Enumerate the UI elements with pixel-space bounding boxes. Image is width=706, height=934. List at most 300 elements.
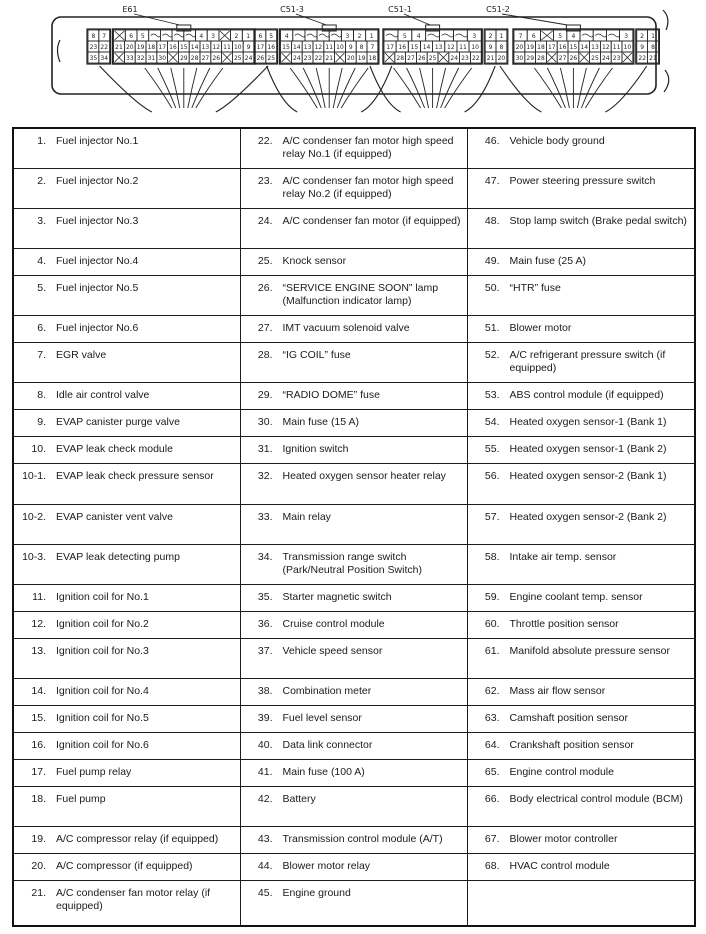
component-description: Ignition coil for No.4 xyxy=(56,684,149,697)
table-row xyxy=(13,409,695,436)
pin-number: 11 xyxy=(612,44,621,51)
pin-number: 17 xyxy=(256,44,265,51)
pin-number: 22 xyxy=(100,44,109,51)
component-number: 3. xyxy=(37,214,46,227)
component-cell-6 xyxy=(13,315,240,342)
component-description: Engine control module xyxy=(509,765,614,778)
component-description: Ignition coil for No.5 xyxy=(56,711,149,724)
pin-number: 18 xyxy=(368,55,377,62)
component-description: Fuel level sensor xyxy=(282,711,362,724)
component-number: 29. xyxy=(257,388,273,401)
component-description: Heated oxygen sensor-2 (Bank 1) xyxy=(509,469,667,482)
component-cell-1 xyxy=(13,128,240,168)
connector-label: C51-2 xyxy=(486,5,510,14)
pin-number: 23 xyxy=(89,44,98,51)
wire-squiggle xyxy=(442,34,454,37)
component-description: Vehicle speed sensor xyxy=(282,644,383,657)
component-number: 62. xyxy=(484,684,500,697)
wire-squiggle xyxy=(331,34,341,37)
component-cell-45 xyxy=(240,880,467,926)
component-number: 67. xyxy=(484,832,500,845)
component-cell-18 xyxy=(13,786,240,826)
table-row xyxy=(13,611,695,638)
table-row xyxy=(13,315,695,342)
pin-number: 11 xyxy=(325,44,334,51)
funnel-curve xyxy=(465,66,496,112)
component-number: 57. xyxy=(484,510,500,523)
pin-number: 7 xyxy=(518,33,523,40)
pin-number: 1 xyxy=(246,33,251,40)
pin-number: 22 xyxy=(314,55,323,62)
table-row xyxy=(13,436,695,463)
component-cell-59 xyxy=(467,584,695,611)
pin-number: 10 xyxy=(233,44,242,51)
component-description: Engine coolant temp. sensor xyxy=(509,590,643,603)
component-cell-51 xyxy=(467,315,695,342)
component-number: 11. xyxy=(32,590,46,603)
component-cell-22 xyxy=(240,128,467,168)
component-cell-61 xyxy=(467,638,695,678)
table-row xyxy=(13,382,695,409)
pin-number: 14 xyxy=(422,44,431,51)
pin-number: 6 xyxy=(258,33,263,40)
pin-number: 2 xyxy=(488,33,493,40)
pin-number: 16 xyxy=(398,44,407,51)
component-cell-16 xyxy=(13,732,240,759)
pin-number: 21 xyxy=(325,55,334,62)
component-cell-58 xyxy=(467,544,695,584)
component-description: Vehicle body ground xyxy=(509,135,605,147)
component-cell-10 xyxy=(13,436,240,463)
component-cell-68 xyxy=(467,853,695,880)
component-description: Mass air flow sensor xyxy=(509,684,606,697)
component-cell-10-3 xyxy=(13,544,240,584)
table-row xyxy=(13,463,695,504)
label-leader-line xyxy=(404,14,433,26)
component-number: 13. xyxy=(31,644,46,657)
wire-squiggle xyxy=(608,34,619,37)
component-number: 63. xyxy=(484,711,500,724)
pin-number: 25 xyxy=(267,55,276,62)
pin-number: 25 xyxy=(591,55,599,62)
connector-block-C51-2 xyxy=(486,5,659,112)
component-cell-8 xyxy=(13,382,240,409)
pin-cell xyxy=(172,30,184,41)
pin-number: 5 xyxy=(558,33,563,40)
component-description: Ignition coil for No.6 xyxy=(56,738,149,751)
component-description: Main fuse (100 A) xyxy=(282,765,365,778)
component-cell-56 xyxy=(467,463,695,504)
pin-number: 19 xyxy=(357,55,366,62)
pin-number: 3 xyxy=(472,33,477,40)
component-number: 49. xyxy=(484,254,500,267)
component-description: IMT vacuum solenoid valve xyxy=(282,321,410,334)
funnel-curve xyxy=(100,66,152,112)
connector-block-C51-1 xyxy=(370,5,508,112)
wire-squiggle xyxy=(307,34,317,37)
pin-number: 28 xyxy=(396,55,405,62)
component-cell-46 xyxy=(467,128,695,168)
component-description: Fuel injector No.6 xyxy=(56,321,139,334)
pin-number: 27 xyxy=(407,55,415,62)
component-description: Ignition coil for No.3 xyxy=(56,644,149,657)
pin-number: 28 xyxy=(190,55,199,62)
component-cell-28 xyxy=(240,342,467,382)
component-description: EVAP leak check module xyxy=(56,442,173,455)
component-description: A/C condenser fan motor high speed relay No.2 (if equipped) xyxy=(282,174,454,200)
pin-number: 26 xyxy=(212,55,221,62)
component-number: 30. xyxy=(257,415,273,428)
component-description: Fuel injector No.5 xyxy=(56,281,139,294)
table-row xyxy=(13,853,695,880)
wire-squiggle xyxy=(455,34,467,37)
funnel-curve xyxy=(216,66,268,112)
component-number: 32. xyxy=(257,469,273,482)
wire-squiggle xyxy=(582,34,593,37)
pin-number: 4 xyxy=(416,33,421,40)
connector-diagram-svg xyxy=(0,0,706,124)
component-description: A/C condenser fan motor (if equipped) xyxy=(282,214,461,227)
component-number: 20. xyxy=(31,859,46,872)
component-number: 45. xyxy=(257,886,273,899)
component-cell-38 xyxy=(240,678,467,705)
component-description: Ignition coil for No.1 xyxy=(56,590,149,603)
pin-number: 5 xyxy=(140,33,145,40)
component-number: 17. xyxy=(31,765,46,778)
component-cell-29 xyxy=(240,382,467,409)
component-number: 25. xyxy=(257,254,273,267)
component-description: A/C condenser fan motor high speed relay No.1 (if equipped) xyxy=(282,135,454,160)
component-cell-34 xyxy=(240,544,467,584)
pin-number: 13 xyxy=(591,44,599,51)
table-row xyxy=(13,678,695,705)
component-description: HVAC control module xyxy=(509,859,610,872)
component-description: Ignition switch xyxy=(282,442,349,455)
pin-number: 10 xyxy=(336,44,344,51)
component-number: 64. xyxy=(484,738,500,751)
component-number: 7. xyxy=(37,348,46,361)
component-number: 52. xyxy=(484,348,500,361)
pin-number: 33 xyxy=(125,55,134,62)
wire-squiggle xyxy=(295,34,305,37)
component-number: 58. xyxy=(484,550,500,563)
component-cell-25 xyxy=(240,248,467,275)
component-number: 31. xyxy=(257,442,273,455)
component-cell-66 xyxy=(467,786,695,826)
component-description: Battery xyxy=(282,792,316,805)
label-leader-line xyxy=(134,14,184,26)
component-description: Engine ground xyxy=(282,886,351,899)
pin-number: 4 xyxy=(571,33,576,40)
pin-number: 35 xyxy=(89,55,98,62)
component-cell-36 xyxy=(240,611,467,638)
component-number: 53. xyxy=(484,388,500,401)
wire-squiggle xyxy=(174,34,184,37)
break-mark xyxy=(664,70,669,92)
component-number: 38. xyxy=(257,684,273,697)
component-cell-40 xyxy=(240,732,467,759)
component-description: ABS control module (if equipped) xyxy=(509,388,664,401)
component-cell-37 xyxy=(240,638,467,678)
wire-squiggle xyxy=(386,34,398,37)
component-description: Blower motor xyxy=(509,321,572,334)
component-description: Camshaft position sensor xyxy=(509,711,628,724)
component-description: A/C refrigerant pressure switch (if equipped) xyxy=(509,348,666,374)
pin-number: 20 xyxy=(515,44,524,51)
pin-number: 13 xyxy=(303,44,312,51)
pin-number: 15 xyxy=(179,44,188,51)
component-cell-48 xyxy=(467,208,695,248)
pin-number: 19 xyxy=(526,44,535,51)
component-cell-30 xyxy=(240,409,467,436)
component-cell-5 xyxy=(13,275,240,315)
component-description: “SERVICE ENGINE SOON” lamp (Malfunction indicator lamp) xyxy=(282,281,439,307)
table-row xyxy=(13,705,695,732)
component-cell-13 xyxy=(13,638,240,678)
pin-number: 1 xyxy=(651,33,655,40)
pin-number: 15 xyxy=(282,44,290,51)
pin-number: 19 xyxy=(136,44,145,51)
component-number: 48. xyxy=(484,214,500,227)
pin-number: 12 xyxy=(447,44,455,51)
component-cell-23 xyxy=(240,168,467,208)
pin-number: 3 xyxy=(624,33,629,40)
pin-number: 6 xyxy=(531,33,536,40)
component-number: 15. xyxy=(31,711,46,724)
component-cell-32 xyxy=(240,463,467,504)
table-row xyxy=(13,826,695,853)
pin-number: 13 xyxy=(434,44,443,51)
component-cell-24 xyxy=(240,208,467,248)
component-number: 55. xyxy=(484,442,500,455)
wire-squiggle xyxy=(151,34,161,37)
table-row xyxy=(13,732,695,759)
connector-label: C51-1 xyxy=(388,5,412,14)
component-cell-47 xyxy=(467,168,695,208)
pin-number: 22 xyxy=(471,55,480,62)
pin-number: 9 xyxy=(488,44,493,51)
pin-cell xyxy=(580,30,593,41)
component-description: A/C condenser fan motor relay (if equipped) xyxy=(56,886,211,912)
pin-number: 24 xyxy=(450,55,459,62)
component-cell-3 xyxy=(13,208,240,248)
label-leader-line xyxy=(502,14,573,26)
component-number: 47. xyxy=(484,174,500,187)
pin-number: 1 xyxy=(369,33,374,40)
component-description: EVAP canister purge valve xyxy=(56,415,180,428)
connector-block-E61 xyxy=(87,5,268,112)
pin-number: 17 xyxy=(158,44,167,51)
component-cell-7 xyxy=(13,342,240,382)
component-number: 24. xyxy=(257,214,273,227)
component-cell-17 xyxy=(13,759,240,786)
component-number: 8. xyxy=(37,388,46,401)
component-description: Blower motor controller xyxy=(509,832,618,845)
pin-number: 25 xyxy=(428,55,437,62)
table-row xyxy=(13,759,695,786)
pin-number: 26 xyxy=(256,55,265,62)
pin-number: 6 xyxy=(129,33,134,40)
component-description: Combination meter xyxy=(282,684,372,697)
pin-number: 13 xyxy=(201,44,210,51)
component-cell-31 xyxy=(240,436,467,463)
pin-number: 12 xyxy=(601,44,610,51)
pin-number: 28 xyxy=(537,55,545,62)
component-number: 4. xyxy=(37,254,46,267)
component-cell-67 xyxy=(467,826,695,853)
component-cell-11 xyxy=(13,584,240,611)
break-mark xyxy=(663,10,668,30)
component-description: “HTR” fuse xyxy=(509,281,561,294)
component-number: 36. xyxy=(257,617,273,630)
wire-fanout xyxy=(100,66,268,112)
label-leader-line xyxy=(296,14,329,26)
component-description: Power steering pressure switch xyxy=(509,174,656,187)
component-description: Main relay xyxy=(282,510,331,523)
pin-number: 20 xyxy=(346,55,355,62)
component-number: 22. xyxy=(257,135,273,147)
pin-number: 20 xyxy=(497,55,506,62)
pin-number: 31 xyxy=(147,55,156,62)
component-description: Fuel pump relay xyxy=(56,765,132,778)
pin-number: 30 xyxy=(158,55,167,62)
pin-cell xyxy=(317,30,329,41)
pin-number: 3 xyxy=(211,33,215,40)
component-number: 14. xyxy=(31,684,46,697)
component-number: 68. xyxy=(484,859,500,872)
pin-number: 15 xyxy=(410,44,419,51)
pin-number: 22 xyxy=(638,55,647,62)
component-cell-9 xyxy=(13,409,240,436)
table-row xyxy=(13,342,695,382)
pin-cell xyxy=(293,30,305,41)
pin-number: 14 xyxy=(580,44,589,51)
pin-number: 7 xyxy=(370,44,375,51)
component-description: Heated oxygen sensor heater relay xyxy=(282,469,446,482)
component-description: Cruise control module xyxy=(282,617,385,630)
component-number: 37. xyxy=(257,644,273,657)
component-number: 23. xyxy=(257,174,273,187)
component-cell-4 xyxy=(13,248,240,275)
component-cell-15 xyxy=(13,705,240,732)
pin-number: 24 xyxy=(244,55,253,62)
pin-number: 21 xyxy=(115,44,123,51)
table-row xyxy=(13,275,695,315)
component-cell-27 xyxy=(240,315,467,342)
wire-squiggle xyxy=(428,34,440,37)
component-description: “IG COIL” fuse xyxy=(282,348,351,361)
component-cell-64 xyxy=(467,732,695,759)
component-number: 18. xyxy=(31,792,46,805)
table-row xyxy=(13,168,695,208)
pin-number: 4 xyxy=(284,33,289,40)
component-number: 59. xyxy=(484,590,500,603)
pin-number: 18 xyxy=(147,44,156,51)
component-number: 16. xyxy=(31,738,46,751)
pin-number: 14 xyxy=(292,44,301,51)
pin-number: 29 xyxy=(526,55,535,62)
component-cell-50 xyxy=(467,275,695,315)
pin-number: 16 xyxy=(558,44,567,51)
component-description: Blower motor relay xyxy=(282,859,371,872)
funnel-curve xyxy=(267,66,298,112)
pin-number: 29 xyxy=(179,55,188,62)
component-number: 43. xyxy=(257,832,273,845)
component-number: 10-1. xyxy=(22,469,46,482)
component-description: Starter magnetic switch xyxy=(282,590,392,603)
pin-number: 2 xyxy=(234,33,239,40)
pin-number: 16 xyxy=(267,44,276,51)
component-number: 26. xyxy=(257,281,273,294)
component-description: Main fuse (15 A) xyxy=(282,415,359,428)
pin-cell xyxy=(149,30,161,41)
component-description: Main fuse (25 A) xyxy=(509,254,586,267)
pin-cell xyxy=(184,30,196,41)
pin-number: 10 xyxy=(471,44,479,51)
component-description: Fuel injector No.3 xyxy=(56,214,139,227)
component-number: 41. xyxy=(257,765,273,778)
pin-cell xyxy=(606,30,619,41)
pin-number: 12 xyxy=(314,44,323,51)
component-cell-62 xyxy=(467,678,695,705)
component-number: 66. xyxy=(484,792,500,805)
pin-number: 26 xyxy=(569,55,578,62)
component-description: “RADIO DOME” fuse xyxy=(282,388,380,401)
component-description: EVAP leak detecting pump xyxy=(56,550,180,563)
component-number: 34. xyxy=(257,550,273,563)
component-number: 21. xyxy=(31,886,46,899)
connector-label: C51-3 xyxy=(280,5,304,14)
component-cell-21 xyxy=(13,880,240,926)
table-row xyxy=(13,128,695,168)
pin-number: 18 xyxy=(537,44,545,51)
wire-squiggle xyxy=(186,34,196,37)
component-number: 12. xyxy=(31,617,46,630)
component-cell-10-1 xyxy=(13,463,240,504)
pin-number: 12 xyxy=(212,44,221,51)
pin-number: 9 xyxy=(348,44,353,51)
pin-number: 4 xyxy=(199,33,204,40)
component-number: 56. xyxy=(484,469,500,482)
component-cell-39 xyxy=(240,705,467,732)
pin-number: 17 xyxy=(547,44,556,51)
component-number: 10. xyxy=(31,442,46,455)
pin-number: 30 xyxy=(515,55,524,62)
pin-cell xyxy=(160,30,172,41)
component-cell-63 xyxy=(467,705,695,732)
connector-block-C51-3 xyxy=(254,5,392,112)
table-row xyxy=(13,248,695,275)
component-description: A/C compressor (if equipped) xyxy=(56,859,193,872)
component-description: Data link connector xyxy=(282,738,373,751)
component-description: Fuel injector No.2 xyxy=(56,174,139,187)
component-description: A/C compressor relay (if equipped) xyxy=(56,832,219,845)
component-number: 6. xyxy=(37,321,46,334)
wire-squiggle xyxy=(162,34,172,37)
component-number: 61. xyxy=(484,644,500,657)
pin-number: 15 xyxy=(569,44,578,51)
component-list-table xyxy=(12,127,696,927)
pin-cell xyxy=(593,30,606,41)
component-number: 19. xyxy=(31,832,46,845)
component-cell-43 xyxy=(240,826,467,853)
component-number: 46. xyxy=(484,135,500,147)
pin-number: 20 xyxy=(125,44,134,51)
component-description: EVAP leak check pressure sensor xyxy=(56,469,214,482)
component-number: 9. xyxy=(37,415,46,428)
pin-number: 8 xyxy=(359,44,364,51)
component-cell-35 xyxy=(240,584,467,611)
